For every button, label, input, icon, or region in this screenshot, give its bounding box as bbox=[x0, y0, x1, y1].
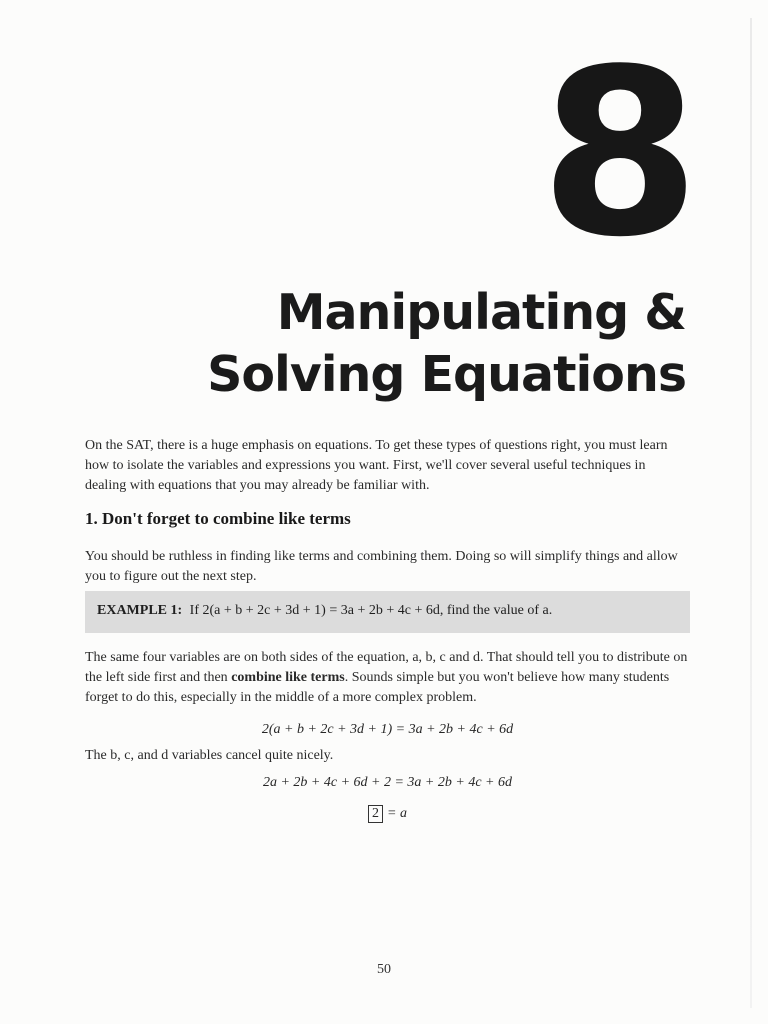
equation-result bbox=[85, 805, 690, 823]
chapter-number: 8 bbox=[540, 21, 695, 288]
page-edge-shadow bbox=[750, 18, 752, 1008]
explanation-bold: combine like terms bbox=[231, 670, 345, 685]
equation-cancel: 2a + 2b + 4c + 6d + 2 = 3a + 2b + 4c + 6d bbox=[262, 775, 512, 790]
section-paragraph: You should be ruthless in finding like terms and combining them. Doing so will simplify things and allow you to figure out the next step. bbox=[85, 549, 678, 584]
example-question: If 2(a + b + 2c + 3d + 1) = 3a + 2b + 4c + 6d, find the value of a. bbox=[189, 603, 553, 618]
section-heading-combine-like-terms: 1. Don't forget to combine like terms bbox=[85, 509, 351, 528]
cancel-sentence: The b, c, and d variables cancel quite nicely. bbox=[85, 748, 334, 763]
result-rest: = a bbox=[387, 806, 407, 821]
chapter-title-line1: Manipulating & bbox=[276, 284, 686, 341]
chapter-title bbox=[126, 282, 686, 406]
example-box bbox=[85, 591, 690, 633]
boxed-answer: 2 bbox=[368, 805, 383, 823]
chapter-title-line2: Solving Equations bbox=[207, 346, 686, 403]
page-number: 50 bbox=[377, 962, 391, 977]
intro-paragraph: On the SAT, there is a huge emphasis on equations. To get these types of questions right, you must learn how to isolate the variables and expressions you want. First, we'll cover several useful techniques in dealing with equations that you may already be familiar with. bbox=[85, 438, 668, 493]
example-label: EXAMPLE 1: bbox=[97, 603, 183, 618]
explanation-part1: The same four variables are on both sides of the equation, a, b, c and d. That should tell you to distribute on the left side first and then bbox=[85, 650, 688, 685]
explanation-paragraph bbox=[85, 648, 690, 708]
explanation-part2: . Sounds simple but you won't believe how many students forget to do this, especially in the middle of a more complex problem. bbox=[85, 670, 670, 705]
equation-distribute: 2(a + b + 2c + 3d + 1) = 3a + 2b + 4c + 6d bbox=[261, 722, 514, 737]
